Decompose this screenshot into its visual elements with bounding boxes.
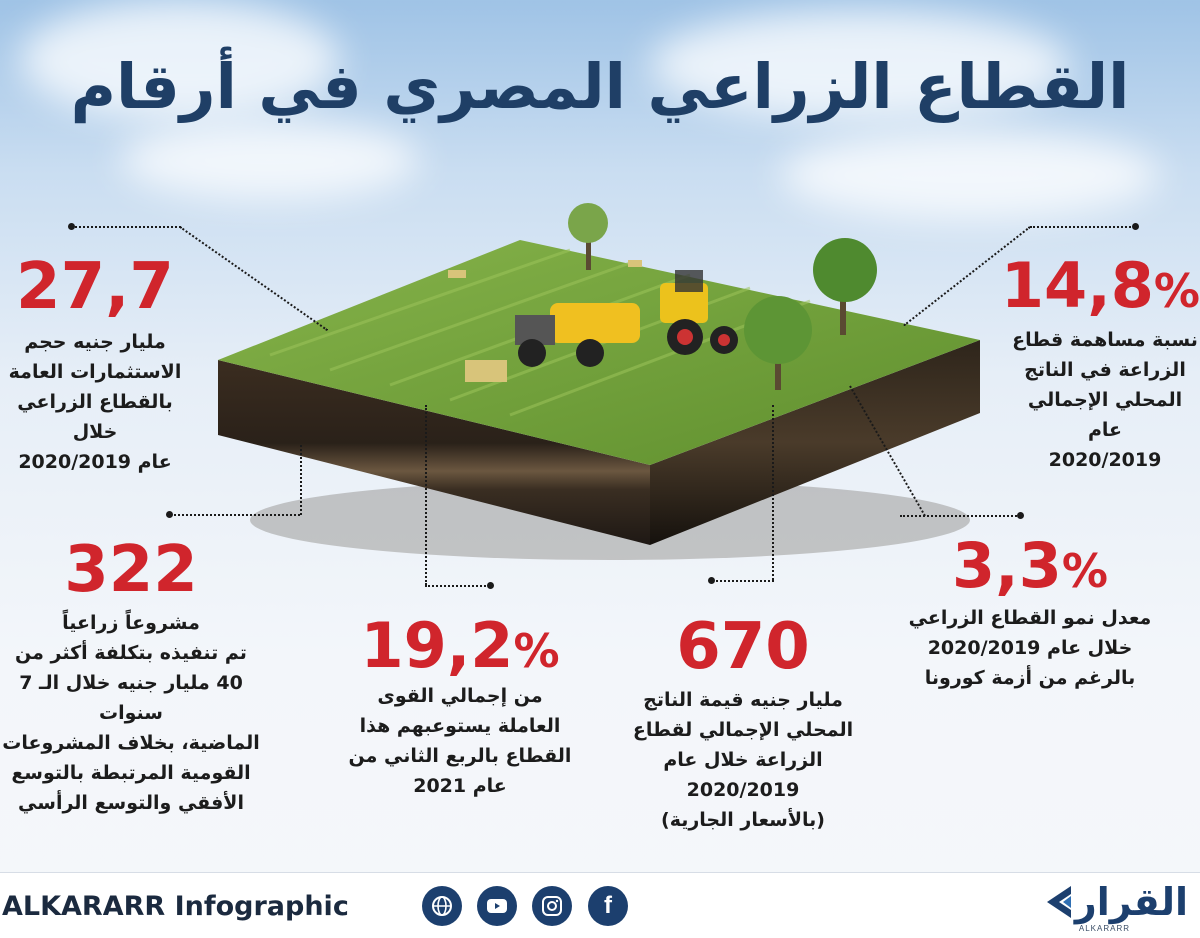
stat-growth (895, 529, 1165, 693)
leader-line (425, 405, 427, 585)
leader-dot (1017, 512, 1024, 519)
leader-line (300, 445, 302, 515)
facebook-icon[interactable]: f (588, 886, 628, 926)
stat-workforce-text: من إجمالي القوى العاملة يستوعبهم هذا القطاع بالربع الثاني من عام 2021 (348, 685, 572, 797)
brand-name: ALKARARR Infographic (2, 891, 349, 922)
leader-line (712, 580, 774, 582)
page-title: القطاع الزراعي المصري في أرقام (70, 50, 1130, 123)
leader-line (71, 226, 181, 228)
leader-line (1030, 226, 1135, 228)
stat-projects (0, 533, 262, 818)
percent-sign: % (1061, 544, 1108, 598)
stat-output (618, 610, 868, 835)
stat-growth-value (895, 529, 1165, 602)
cloud (120, 120, 420, 200)
leader-dot (708, 577, 715, 584)
stat-projects-text: مشروعاً زراعياً تم تنفيذه بتكلفة أكثر من 40 مليار جنيه خلال الـ 7 سنوات الماضية، بخلاف المشروعات القومية المرتبطة بالتوسع الأفقي والتوسع الرأسي (2, 612, 260, 814)
stat-growth-number: 3,3 (952, 529, 1062, 602)
alkarar-logo (1041, 880, 1188, 924)
stat-workforce-number: 19,2 (360, 609, 514, 682)
instagram-icon[interactable] (532, 886, 572, 926)
leader-line (425, 585, 490, 587)
web-icon[interactable] (422, 886, 462, 926)
stat-projects-value: 322 (64, 533, 198, 607)
leader-dot (166, 511, 173, 518)
stat-investments-text: مليار جنيه حجم الاستثمارات العامة بالقطاع الزراعي خلال عام 2020/2019 (8, 331, 182, 473)
leader-line (170, 514, 300, 516)
stat-gdp-share-text: نسبة مساهمة قطاع الزراعة في الناتج المحلي الإجمالي عام 2020/2019 (1012, 329, 1198, 471)
logo-text: القرار (1074, 880, 1188, 924)
percent-sign: % (1153, 264, 1200, 318)
farm-land-illustration (190, 195, 990, 565)
stat-gdp-share-number: 14,8 (1000, 249, 1154, 322)
stat-gdp-share-value (1000, 249, 1200, 322)
stat-output-text: مليار جنيه قيمة الناتج المحلي الإجمالي لقطاع الزراعة خلال عام 2020/2019 (بالأسعار الجارية) (632, 689, 854, 831)
stat-workforce-value (330, 609, 590, 682)
leader-line (900, 515, 1020, 517)
percent-sign: % (513, 624, 560, 678)
stat-gdp-share (1000, 249, 1200, 475)
stat-workforce (330, 609, 590, 801)
leader-dot (487, 582, 494, 589)
logo-subtitle: ALKARARR (1078, 924, 1130, 933)
youtube-icon[interactable] (477, 886, 517, 926)
leader-line (772, 405, 774, 580)
logo-mark-icon (1041, 882, 1075, 922)
stat-investments (0, 250, 190, 477)
stat-output-value: 670 (676, 610, 810, 684)
stat-growth-text: معدل نمو القطاع الزراعي خلال عام 2020/2019 بالرغم من أزمة كورونا (908, 607, 1152, 689)
stat-investments-value: 27,7 (16, 250, 174, 324)
